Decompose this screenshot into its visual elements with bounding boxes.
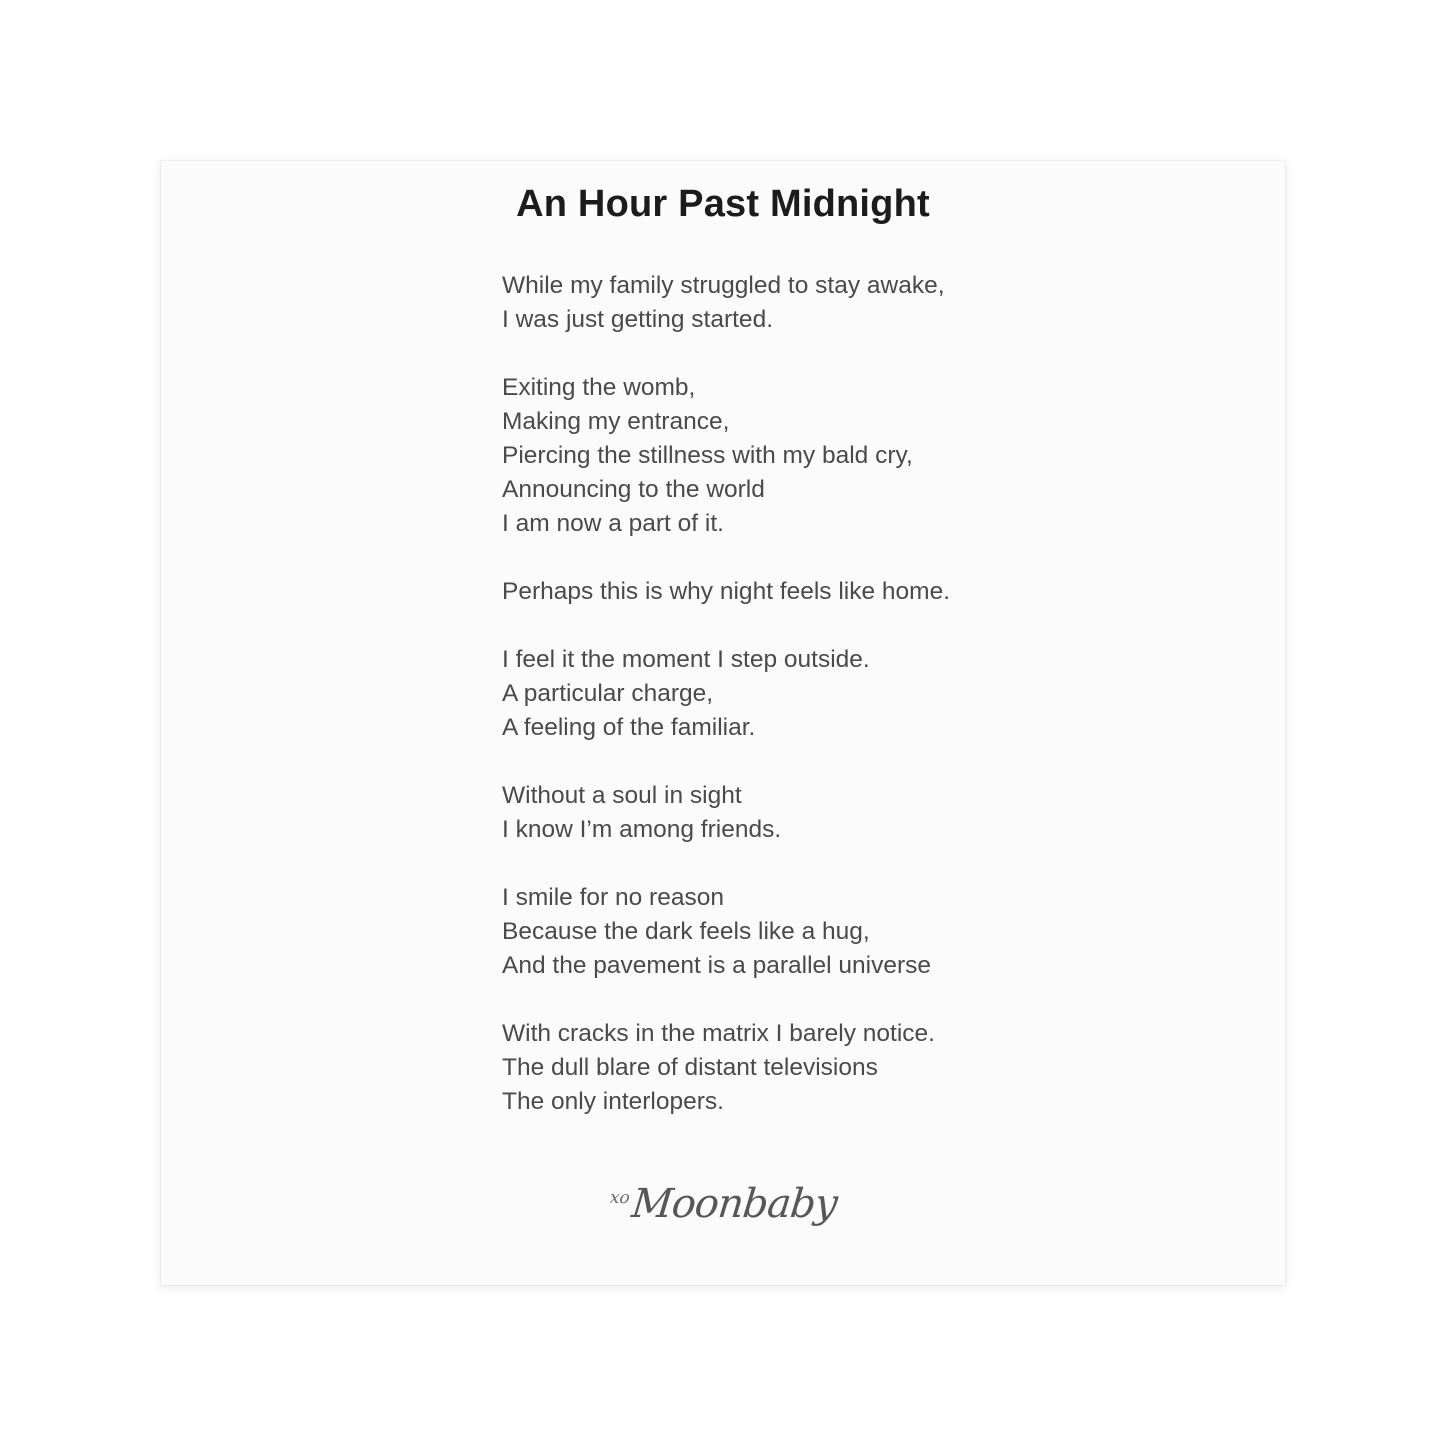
poem-stanza: [502, 575, 1222, 609]
poem-line: Piercing the stillness with my bald cry,: [502, 442, 913, 469]
poem-line: A particular charge,: [502, 680, 714, 707]
poem-line: I am now a part of it.: [502, 510, 724, 537]
poem-line: The only interlopers.: [502, 1088, 724, 1115]
poem-line: Because the dark feels like a hug,: [502, 918, 870, 945]
poem-line: Exiting the womb,: [502, 374, 696, 401]
poem-stanza: [502, 1017, 1222, 1119]
poem-line: With cracks in the matrix I barely notice.: [502, 1020, 935, 1047]
poem-stanza: [502, 371, 1222, 541]
poem-line: I feel it the moment I step outside.: [502, 646, 870, 673]
poem-line: A feeling of the familiar.: [502, 714, 756, 741]
poem-stanza: [502, 643, 1222, 745]
poem-line: Making my entrance,: [502, 408, 730, 435]
poster-content: [161, 161, 1285, 1285]
signature-prefix: xo: [608, 1188, 631, 1208]
poem-line: I was just getting started.: [502, 306, 773, 333]
poem-stanza: [502, 269, 1222, 337]
poem-line: While my family struggled to stay awake,: [502, 272, 945, 299]
page-title: An Hour Past Midnight: [516, 183, 930, 225]
signature-name: Moonbaby: [629, 1181, 839, 1227]
poster-card: [161, 161, 1285, 1285]
poem-line: I smile for no reason: [502, 884, 724, 911]
poem-line: Perhaps this is why night feels like home.: [502, 578, 951, 605]
signature: [161, 1181, 1285, 1227]
poem-stanza: [502, 881, 1222, 983]
poem-line: Announcing to the world: [502, 476, 765, 503]
poem-line: I know I’m among friends.: [502, 816, 782, 843]
poem-line: The dull blare of distant televisions: [502, 1054, 878, 1081]
poem-line: And the pavement is a parallel universe: [502, 952, 932, 979]
poem-stanza: [502, 779, 1222, 847]
poem-body: [502, 269, 1222, 1119]
poem-line: Without a soul in sight: [502, 782, 742, 809]
poster-container: [161, 161, 1285, 1285]
